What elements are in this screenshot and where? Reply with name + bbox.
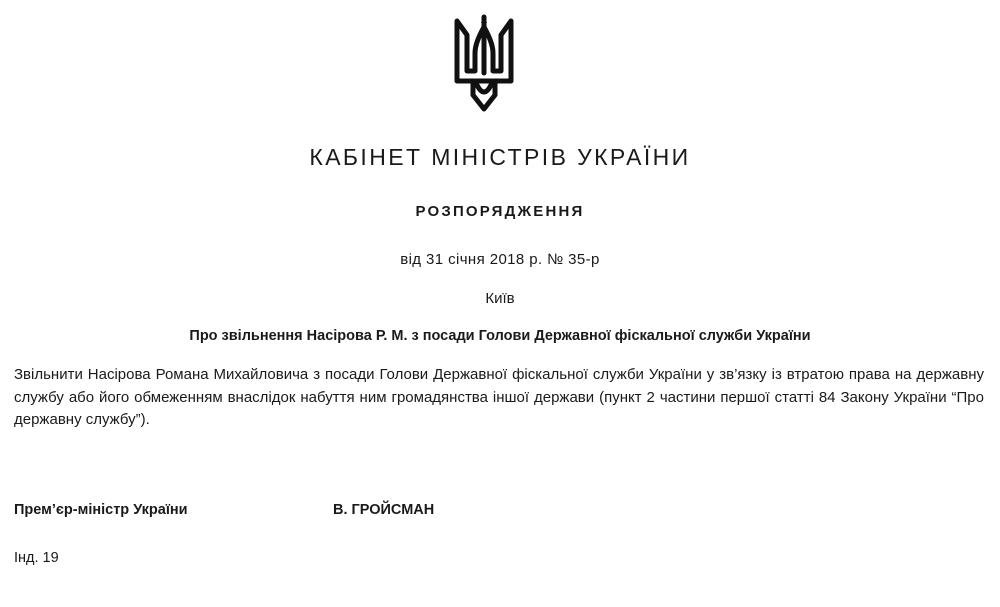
tryzub-icon <box>453 13 515 113</box>
date-number-line: від 31 січня 2018 р. № 35-р <box>400 251 600 268</box>
signatory-position: Прем’єр-міністр України <box>14 502 188 518</box>
document-heading: Про звільнення Насірова Р. М. з посади Голови Державної фіскальної служби України <box>189 328 811 344</box>
document-index: Інд. 19 <box>14 550 59 566</box>
document-body: Звільнити Насірова Романа Михайловича з посади Голови Державної фіскальної служби України у зв’язку із втратою права на державну службу або його обмеженням внаслідок набуття ним громадянства іншої держави (пункт 2 частини першої статті 84 Закону України “Про державну службу”). <box>14 366 984 428</box>
document-type: РОЗПОРЯДЖЕННЯ <box>415 203 585 220</box>
signatory-name: В. ГРОЙСМАН <box>333 502 435 518</box>
organization-title: КАБІНЕТ МІНІСТРІВ УКРАЇНИ <box>309 144 691 170</box>
city: Київ <box>485 290 515 307</box>
